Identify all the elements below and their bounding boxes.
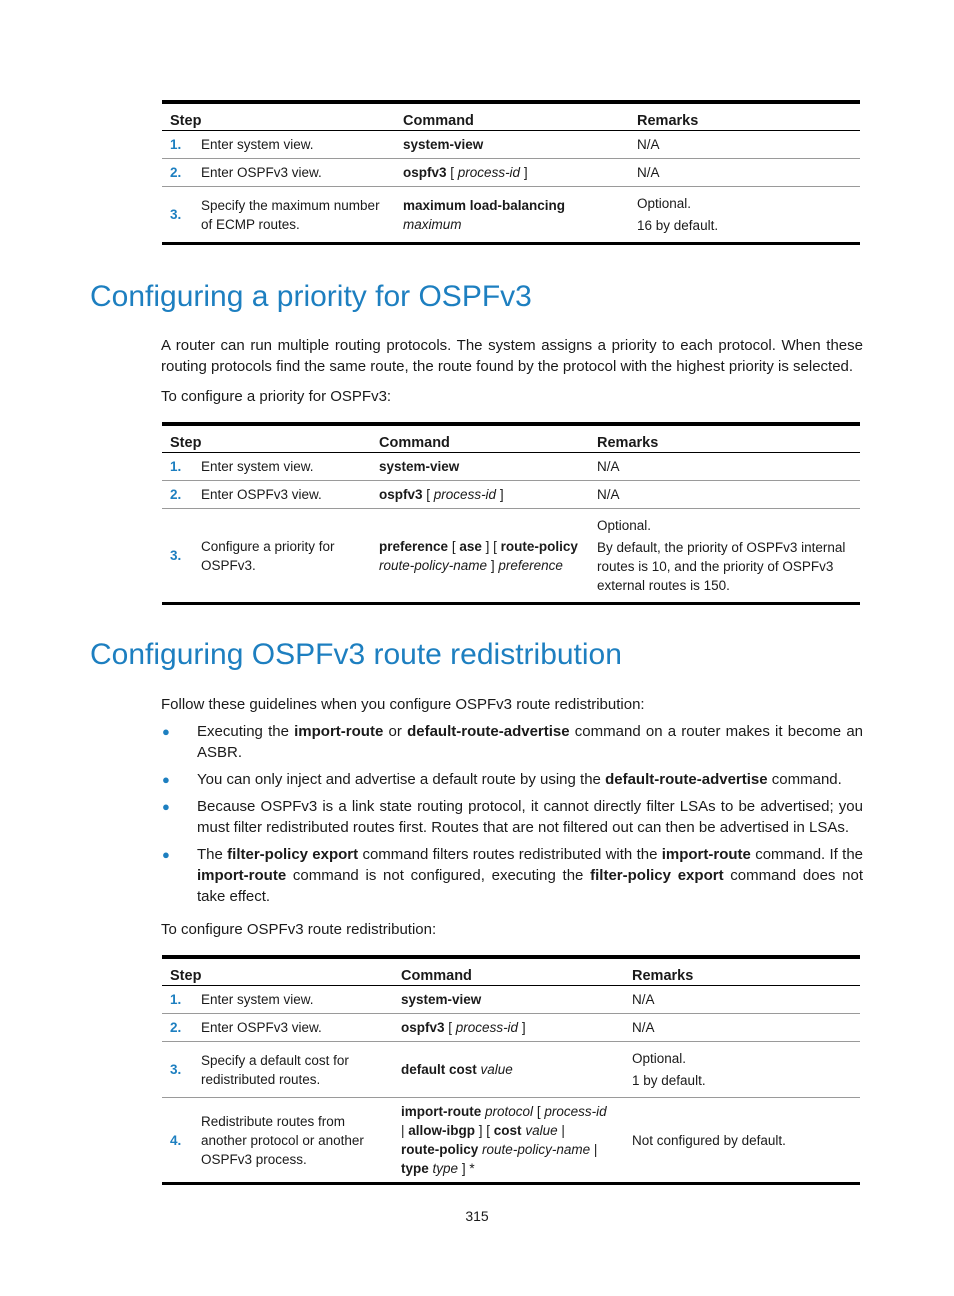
step-description: Redistribute routes from another protocol or another OSPFv3 process. (195, 1098, 393, 1184)
table-header-row (162, 957, 860, 986)
remarks-cell (629, 187, 860, 244)
bullet-icon: ● (162, 799, 170, 814)
step-number: 1. (162, 453, 195, 481)
ecmp-table (162, 100, 860, 245)
command-header: Command (371, 424, 589, 453)
step-number: 2. (162, 1014, 195, 1042)
table-row (162, 187, 860, 244)
remark-line: Not configured by default. (632, 1132, 786, 1148)
step-description: Enter system view. (195, 986, 393, 1014)
remarks-cell (624, 1098, 860, 1184)
bullet-icon: ● (162, 724, 170, 739)
step-description: Enter system view. (195, 453, 371, 481)
section-title-priority: Configuring a priority for OSPFv3 (90, 280, 532, 313)
step-number: 2. (162, 481, 195, 509)
step-description: Enter OSPFv3 view. (195, 1014, 393, 1042)
table-row (162, 159, 860, 187)
list-item-text: You can only inject and advertise a default route by using the default-route-advertise command. (197, 771, 842, 788)
priority-table (162, 422, 860, 605)
table-header-row (162, 424, 860, 453)
section-title-redistribution: Configuring OSPFv3 route redistribution (90, 638, 622, 671)
remarks-header: Remarks (589, 424, 860, 453)
step-header: Step (162, 102, 395, 131)
command-cell: maximum load-balancing maximum (395, 187, 629, 244)
table-row (162, 986, 860, 1014)
table-row (162, 481, 860, 509)
bullet-icon: ● (162, 772, 170, 787)
remark-line: 16 by default. (637, 218, 719, 233)
list-item-text: The filter-policy export command filters routes redistributed with the import-route command. If the import-route command is not configured, executing the filter-policy export command does not take effect. (197, 846, 864, 905)
remarks-header: Remarks (624, 957, 860, 986)
remark-line: N/A (632, 992, 655, 1007)
remark-line: N/A (632, 1020, 655, 1035)
step-number: 3. (162, 1042, 195, 1098)
command-header: Command (393, 957, 624, 986)
list-item (161, 844, 863, 907)
list-item (161, 721, 863, 763)
priority-intro-paragraph: A router can run multiple routing protocols. The system assigns a priority to each protocol. When these routing protocols find the same route, the route found by the protocol with the highest priority is selected. (161, 337, 863, 375)
remarks-cell (589, 453, 860, 481)
step-number: 2. (162, 159, 195, 187)
remark-line: N/A (637, 137, 660, 152)
guideline-list (161, 721, 863, 913)
remark-line: By default, the priority of OSPFv3 internal routes is 10, and the priority of OSPFv3 external routes is 150. (597, 540, 846, 593)
step-number: 1. (162, 986, 195, 1014)
command-cell: ospfv3 [ process-id ] (395, 159, 629, 187)
table-row (162, 1014, 860, 1042)
command-cell: preference [ ase ] [ route-policy route-policy-name ] preference (371, 509, 589, 604)
step-number: 1. (162, 131, 195, 159)
list-item (161, 796, 863, 838)
command-cell: system-view (393, 986, 624, 1014)
list-item-text: Because OSPFv3 is a link state routing protocol, it cannot directly filter LSAs to be advertised; you must filter redistributed routes first. Routes that are not filtered out can then be advertised in LSAs. (197, 798, 863, 836)
command-header: Command (395, 102, 629, 131)
remarks-cell (624, 986, 860, 1014)
command-cell: import-route protocol [ process-id | allow-ibgp ] [ cost value | route-policy route-policy-name | type type ] * (393, 1098, 624, 1184)
page-number: 315 (465, 1208, 489, 1224)
remark-line: Optional. (632, 1051, 687, 1066)
priority-lead-paragraph: To configure a priority for OSPFv3: (161, 388, 392, 405)
list-item-text: Executing the import-route or default-route-advertise command on a router makes it become an ASBR. (197, 723, 864, 761)
command-cell: default cost value (393, 1042, 624, 1098)
step-number: 3. (162, 509, 195, 604)
step-number: 4. (162, 1098, 195, 1184)
remark-line: N/A (637, 165, 660, 180)
remark-line: N/A (597, 459, 620, 474)
remarks-cell (589, 509, 860, 604)
step-header: Step (162, 424, 371, 453)
bullet-icon: ● (162, 847, 170, 862)
step-header: Step (162, 957, 393, 986)
remark-line: Optional. (637, 196, 692, 211)
table-row (162, 1098, 860, 1184)
remarks-cell (629, 159, 860, 187)
redistribution-intro-paragraph: Follow these guidelines when you configure OSPFv3 route redistribution: (161, 696, 645, 713)
redistribution-lead-paragraph: To configure OSPFv3 route redistribution: (161, 921, 437, 938)
remark-line: 1 by default. (632, 1073, 706, 1088)
table-row (162, 1042, 860, 1098)
table-row (162, 509, 860, 604)
step-description: Specify the maximum number of ECMP routes. (195, 187, 395, 244)
step-description: Configure a priority for OSPFv3. (195, 509, 371, 604)
table-row (162, 453, 860, 481)
step-description: Enter OSPFv3 view. (195, 159, 395, 187)
remarks-cell (624, 1042, 860, 1098)
remark-line: N/A (597, 487, 620, 502)
remarks-cell (629, 131, 860, 159)
remarks-cell (589, 481, 860, 509)
remarks-cell (624, 1014, 860, 1042)
table-row (162, 131, 860, 159)
list-item (161, 769, 863, 790)
remark-line: Optional. (597, 518, 652, 533)
command-cell: system-view (371, 453, 589, 481)
step-number: 3. (162, 187, 195, 244)
redistribution-table (162, 955, 860, 1185)
command-cell: system-view (395, 131, 629, 159)
remarks-header: Remarks (629, 102, 860, 131)
step-description: Enter OSPFv3 view. (195, 481, 371, 509)
step-description: Enter system view. (195, 131, 395, 159)
step-description: Specify a default cost for redistributed routes. (195, 1042, 393, 1098)
command-cell: ospfv3 [ process-id ] (371, 481, 589, 509)
table-header-row (162, 102, 860, 131)
command-cell: ospfv3 [ process-id ] (393, 1014, 624, 1042)
